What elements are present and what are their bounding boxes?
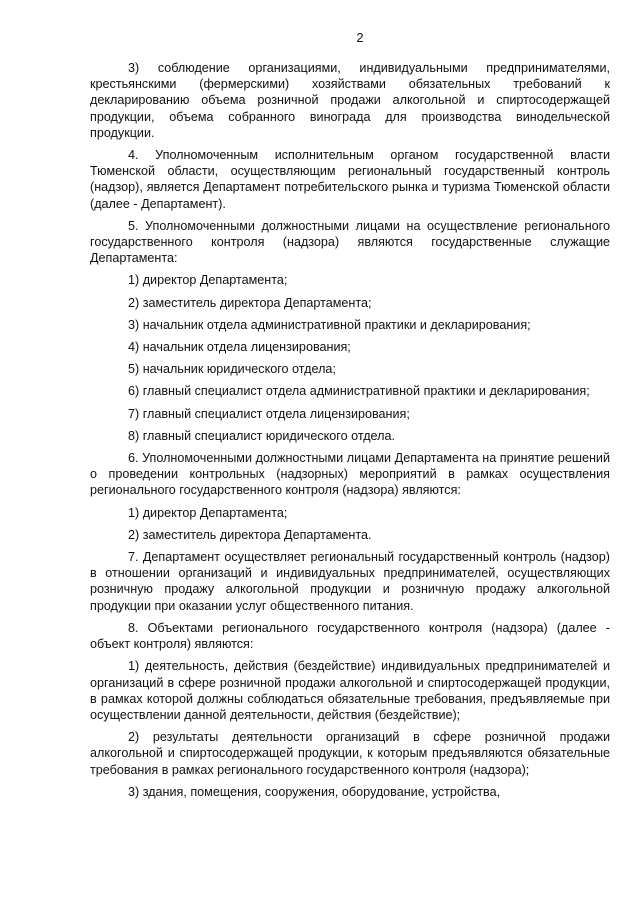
paragraph: 4. Уполномоченным исполнительным органом государственной власти Тюменской области, осуществляющим региональный государственный контроль (надзор), является Департамент потребительского рынка и туризма Тюменской области (далее - Департамент). [90,148,610,211]
paragraph: 3) начальник отдела административной практики и декларирования; [128,317,531,332]
paragraph: 5) начальник юридического отдела; [128,362,336,377]
paragraph: 3) здания, помещения, сооружения, оборудование, устройства, [128,784,501,799]
paragraph: 7) главный специалист отдела лицензирования; [128,406,410,421]
paragraph: 8) главный специалист юридического отдела. [128,428,395,443]
paragraph: 2) заместитель директора Департамента; [128,295,372,310]
paragraph: 7. Департамент осуществляет региональный государственный контроль (надзор) в отношении организаций и индивидуальных предпринимателей, осуществляющих розничную продажу алкогольной продукции и розничную продажу алкогольной продукции при оказании услуг общественного питания. [90,550,610,613]
paragraph: 8. Объектами регионального государственного контроля (надзора) (далее - объект контроля) являются: [90,620,610,652]
paragraph: 1) директор Департамента; [128,273,288,288]
paragraph: 6. Уполномоченными должностными лицами Департамента на принятие решений о проведении контрольных (надзорных) мероприятий в рамках осуществления регионального государственного контроля (надзора) являются: [90,451,610,498]
paragraph: 2) результаты деятельности организаций в сфере розничной продажи алкогольной и спиртосодержащей продукции, к которым предъявляются обязательные требования в рамках регионального государственного контроля (надзора); [90,730,610,777]
document-body [90,60,610,800]
paragraph: 1) директор Департамента; [128,505,288,520]
paragraph: 6) главный специалист отдела административной практики и декларирования; [128,384,590,399]
page-number: 2 [356,30,364,45]
paragraph: 5. Уполномоченными должностными лицами на осуществление регионального государственного контроля (надзора) являются государственные служащие Департамента: [90,218,610,266]
paragraph: 1) деятельность, действия (бездействие) индивидуальных предпринимателей и организаций в сфере розничной продажи алкогольной и спиртосодержащей продукции, в рамках которой должны соблюдаться обязательные требования, предъявляемые при осуществлении данной деятельности, действия (бездействие); [90,659,610,722]
paragraph: 4) начальник отдела лицензирования; [128,340,351,355]
paragraph: 3) соблюдение организациями, индивидуальными предпринимателями, крестьянскими (фермерскими) хозяйствами обязательных требований к декларированию объема розничной продажи алкогольной и спиртосодержащей продукции, объема собранного винограда для производства винодельческой продукции. [90,61,610,140]
paragraph: 2) заместитель директора Департамента. [128,527,372,542]
